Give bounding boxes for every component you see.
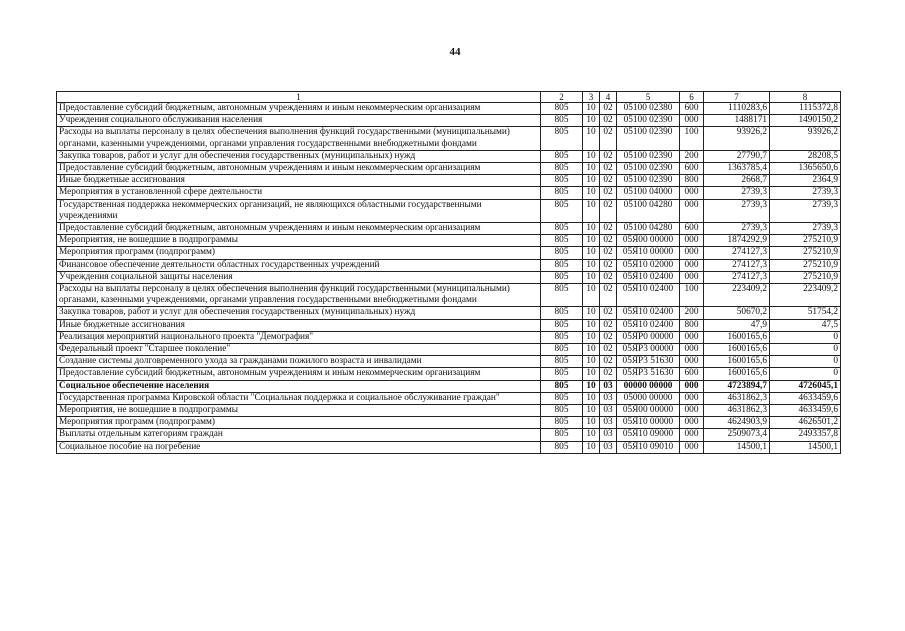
row-amount-2-cell: 275210,9 <box>770 259 841 271</box>
row-subsection-cell: 03 <box>600 392 617 404</box>
table-row <box>57 284 841 307</box>
row-code-cell: 805 <box>541 103 583 115</box>
row-name-cell: Мероприятия в установленной сфере деятельности <box>57 187 541 199</box>
row-name-cell: Предоставление субсидий бюджетным, автономным учреждениям и иным некоммерческим организациям <box>57 103 541 115</box>
table-row <box>57 223 841 235</box>
row-subsection-cell: 02 <box>600 103 617 115</box>
row-name-cell: Учреждения социальной защиты населения <box>57 271 541 283</box>
row-amount-1-cell: 2509073,4 <box>704 429 770 441</box>
row-name-cell: Реализация мероприятий национального проекта "Демография" <box>57 331 541 343</box>
row-section-cell: 10 <box>583 115 600 127</box>
row-subsection-cell: 02 <box>600 284 617 307</box>
row-name-cell: Учреждения социального обслуживания населения <box>57 115 541 127</box>
row-name-cell: Закупка товаров, работ и услуг для обеспечения государственных (муниципальных) нужд <box>57 307 541 319</box>
row-section-cell: 10 <box>583 331 600 343</box>
table-row <box>57 163 841 175</box>
row-amount-1-cell: 14500,1 <box>704 441 770 453</box>
row-section-cell: 10 <box>583 175 600 187</box>
row-subsection-cell: 02 <box>600 150 617 162</box>
row-name-cell: Расходы на выплаты персоналу в целях обеспечения выполнения функций государственными (муниципальными) органами, казенными учреждениями, органами управления государственными внебюджетными фондами <box>57 127 541 150</box>
row-section-cell: 10 <box>583 187 600 199</box>
row-subsection-cell: 02 <box>600 127 617 150</box>
row-section-cell: 10 <box>583 271 600 283</box>
row-amount-2-cell: 47,5 <box>770 319 841 331</box>
row-amount-2-cell: 2364,9 <box>770 175 841 187</box>
row-section-cell: 10 <box>583 392 600 404</box>
row-amount-1-cell: 223409,2 <box>704 284 770 307</box>
row-article-cell: 05ЯР3 00000 <box>617 344 680 356</box>
table-row <box>57 441 841 453</box>
row-amount-2-cell: 2739,3 <box>770 223 841 235</box>
row-subsection-cell: 02 <box>600 319 617 331</box>
row-subsection-cell: 02 <box>600 199 617 222</box>
row-name-cell: Государственная поддержка некоммерческих организаций, не являющихся областными государственными учреждениями <box>57 199 541 222</box>
table-row <box>57 115 841 127</box>
row-code-cell: 805 <box>541 356 583 368</box>
row-amount-2-cell: 2493357,8 <box>770 429 841 441</box>
table-row <box>57 380 841 392</box>
row-article-cell: 05100 04000 <box>617 187 680 199</box>
table-row <box>57 187 841 199</box>
header-row <box>57 92 841 103</box>
row-type-cell: 000 <box>680 441 704 453</box>
row-name-cell: Иные бюджетные ассигнования <box>57 175 541 187</box>
row-article-cell: 05Я10 00000 <box>617 247 680 259</box>
row-section-cell: 10 <box>583 199 600 222</box>
table-row <box>57 175 841 187</box>
row-type-cell: 000 <box>680 247 704 259</box>
row-name-cell: Предоставление субсидий бюджетным, автономным учреждениям и иным некоммерческим организациям <box>57 163 541 175</box>
row-type-cell: 000 <box>680 405 704 417</box>
row-section-cell: 10 <box>583 307 600 319</box>
row-code-cell: 805 <box>541 344 583 356</box>
row-amount-1-cell: 47,9 <box>704 319 770 331</box>
row-article-cell: 05Я10 02400 <box>617 271 680 283</box>
row-article-cell: 00000 00000 <box>617 380 680 392</box>
row-name-cell: Государственная программа Кировской области "Социальная поддержка и социальное обслуживание граждан" <box>57 392 541 404</box>
row-amount-2-cell: 4626501,2 <box>770 417 841 429</box>
row-subsection-cell: 02 <box>600 235 617 247</box>
row-type-cell: 600 <box>680 163 704 175</box>
row-subsection-cell: 02 <box>600 331 617 343</box>
column-header: 5 <box>617 92 680 103</box>
row-code-cell: 805 <box>541 187 583 199</box>
row-amount-2-cell: 275210,9 <box>770 235 841 247</box>
row-type-cell: 800 <box>680 175 704 187</box>
row-code-cell: 805 <box>541 380 583 392</box>
row-amount-2-cell: 1490150,2 <box>770 115 841 127</box>
row-code-cell: 805 <box>541 405 583 417</box>
row-amount-2-cell: 0 <box>770 356 841 368</box>
row-type-cell: 600 <box>680 223 704 235</box>
row-amount-1-cell: 274127,3 <box>704 247 770 259</box>
row-article-cell: 05100 02390 <box>617 127 680 150</box>
row-amount-1-cell: 274127,3 <box>704 259 770 271</box>
row-article-cell: 05100 02390 <box>617 163 680 175</box>
row-code-cell: 805 <box>541 247 583 259</box>
row-type-cell: 100 <box>680 127 704 150</box>
row-amount-1-cell: 1600165,6 <box>704 331 770 343</box>
row-type-cell: 000 <box>680 235 704 247</box>
row-amount-1-cell: 50670,2 <box>704 307 770 319</box>
row-amount-2-cell: 2739,3 <box>770 199 841 222</box>
row-subsection-cell: 03 <box>600 441 617 453</box>
row-amount-2-cell: 4726045,1 <box>770 380 841 392</box>
row-section-cell: 10 <box>583 127 600 150</box>
row-name-cell: Предоставление субсидий бюджетным, автономным учреждениям и иным некоммерческим организациям <box>57 368 541 380</box>
row-section-cell: 10 <box>583 441 600 453</box>
row-type-cell: 000 <box>680 356 704 368</box>
row-name-cell: Финансовое обеспечение деятельности областных государственных учреждений <box>57 259 541 271</box>
row-subsection-cell: 03 <box>600 429 617 441</box>
column-header: 2 <box>541 92 583 103</box>
table-body <box>57 103 841 454</box>
row-amount-1-cell: 1488171 <box>704 115 770 127</box>
row-section-cell: 10 <box>583 223 600 235</box>
row-name-cell: Федеральный проект "Старшее поколение" <box>57 344 541 356</box>
row-amount-1-cell: 1363785,4 <box>704 163 770 175</box>
row-subsection-cell: 02 <box>600 175 617 187</box>
row-type-cell: 000 <box>680 331 704 343</box>
row-code-cell: 805 <box>541 223 583 235</box>
row-subsection-cell: 02 <box>600 368 617 380</box>
row-code-cell: 805 <box>541 235 583 247</box>
table-row <box>57 307 841 319</box>
row-amount-1-cell: 2739,3 <box>704 187 770 199</box>
row-section-cell: 10 <box>583 429 600 441</box>
row-code-cell: 805 <box>541 150 583 162</box>
row-subsection-cell: 02 <box>600 271 617 283</box>
row-name-cell: Закупка товаров, работ и услуг для обеспечения государственных (муниципальных) нужд <box>57 150 541 162</box>
row-article-cell: 05100 02390 <box>617 150 680 162</box>
row-article-cell: 05Я00 00000 <box>617 235 680 247</box>
row-code-cell: 805 <box>541 429 583 441</box>
row-amount-2-cell: 0 <box>770 331 841 343</box>
row-amount-1-cell: 1600165,6 <box>704 356 770 368</box>
row-subsection-cell: 02 <box>600 115 617 127</box>
row-name-cell: Социальное обеспечение населения <box>57 380 541 392</box>
row-amount-1-cell: 4624903,9 <box>704 417 770 429</box>
table-row <box>57 356 841 368</box>
row-amount-1-cell: 1110283,6 <box>704 103 770 115</box>
table-row <box>57 392 841 404</box>
row-type-cell: 000 <box>680 429 704 441</box>
row-name-cell: Мероприятия, не вошедшие в подпрограммы <box>57 235 541 247</box>
row-subsection-cell: 03 <box>600 417 617 429</box>
table-row <box>57 429 841 441</box>
row-article-cell: 05Я10 00000 <box>617 417 680 429</box>
row-section-cell: 10 <box>583 417 600 429</box>
row-amount-2-cell: 93926,2 <box>770 127 841 150</box>
row-article-cell: 05Я10 09010 <box>617 441 680 453</box>
row-code-cell: 805 <box>541 368 583 380</box>
row-code-cell: 805 <box>541 284 583 307</box>
table-row <box>57 259 841 271</box>
row-section-cell: 10 <box>583 344 600 356</box>
row-code-cell: 805 <box>541 307 583 319</box>
row-type-cell: 600 <box>680 103 704 115</box>
row-section-cell: 10 <box>583 150 600 162</box>
row-amount-1-cell: 2668,7 <box>704 175 770 187</box>
table-row <box>57 199 841 222</box>
row-section-cell: 10 <box>583 284 600 307</box>
row-code-cell: 805 <box>541 271 583 283</box>
table-row <box>57 271 841 283</box>
row-amount-2-cell: 223409,2 <box>770 284 841 307</box>
row-type-cell: 000 <box>680 187 704 199</box>
row-type-cell: 000 <box>680 271 704 283</box>
table-row <box>57 319 841 331</box>
row-type-cell: 000 <box>680 417 704 429</box>
row-type-cell: 200 <box>680 150 704 162</box>
column-header: 7 <box>704 92 770 103</box>
table-row <box>57 344 841 356</box>
table-row <box>57 103 841 115</box>
row-type-cell: 000 <box>680 380 704 392</box>
row-amount-1-cell: 274127,3 <box>704 271 770 283</box>
row-name-cell: Иные бюджетные ассигнования <box>57 319 541 331</box>
page-number: 44 <box>449 46 461 58</box>
row-amount-1-cell: 27790,7 <box>704 150 770 162</box>
column-header: 4 <box>600 92 617 103</box>
table-row <box>57 417 841 429</box>
row-section-cell: 10 <box>583 235 600 247</box>
row-amount-2-cell: 28208,5 <box>770 150 841 162</box>
row-amount-2-cell: 14500,1 <box>770 441 841 453</box>
row-article-cell: 05100 04280 <box>617 223 680 235</box>
row-article-cell: 05Я00 00000 <box>617 405 680 417</box>
row-section-cell: 10 <box>583 319 600 331</box>
row-subsection-cell: 02 <box>600 259 617 271</box>
row-amount-2-cell: 1365650,6 <box>770 163 841 175</box>
row-section-cell: 10 <box>583 405 600 417</box>
table-row <box>57 127 841 150</box>
row-code-cell: 805 <box>541 199 583 222</box>
row-amount-1-cell: 1874292,9 <box>704 235 770 247</box>
column-header: 3 <box>583 92 600 103</box>
row-type-cell: 800 <box>680 319 704 331</box>
row-type-cell: 000 <box>680 344 704 356</box>
row-article-cell: 05100 02390 <box>617 175 680 187</box>
table-row <box>57 331 841 343</box>
row-code-cell: 805 <box>541 319 583 331</box>
row-code-cell: 805 <box>541 163 583 175</box>
row-amount-1-cell: 2739,3 <box>704 199 770 222</box>
row-section-cell: 10 <box>583 356 600 368</box>
row-amount-1-cell: 4631862,3 <box>704 392 770 404</box>
row-amount-1-cell: 93926,2 <box>704 127 770 150</box>
row-amount-1-cell: 4631862,3 <box>704 405 770 417</box>
row-article-cell: 05Я10 02400 <box>617 319 680 331</box>
row-code-cell: 805 <box>541 259 583 271</box>
row-code-cell: 805 <box>541 417 583 429</box>
row-code-cell: 805 <box>541 175 583 187</box>
row-article-cell: 05100 04280 <box>617 199 680 222</box>
row-amount-2-cell: 1115372,8 <box>770 103 841 115</box>
row-name-cell: Предоставление субсидий бюджетным, автономным учреждениям и иным некоммерческим организациям <box>57 223 541 235</box>
row-section-cell: 10 <box>583 259 600 271</box>
row-name-cell: Расходы на выплаты персоналу в целях обеспечения выполнения функций государственными (муниципальными) органами, казенными учреждениями, органами управления государственными внебюджетными фондами <box>57 284 541 307</box>
row-code-cell: 805 <box>541 127 583 150</box>
row-section-cell: 10 <box>583 380 600 392</box>
row-amount-1-cell: 4723894,7 <box>704 380 770 392</box>
row-amount-1-cell: 1600165,6 <box>704 368 770 380</box>
row-article-cell: 05ЯР3 51630 <box>617 368 680 380</box>
table-row <box>57 235 841 247</box>
row-amount-2-cell: 2739,3 <box>770 187 841 199</box>
row-code-cell: 805 <box>541 331 583 343</box>
row-code-cell: 805 <box>541 441 583 453</box>
row-subsection-cell: 02 <box>600 223 617 235</box>
row-amount-2-cell: 4633459,6 <box>770 405 841 417</box>
row-type-cell: 600 <box>680 368 704 380</box>
row-type-cell: 000 <box>680 199 704 222</box>
row-code-cell: 805 <box>541 115 583 127</box>
column-header: 8 <box>770 92 841 103</box>
row-article-cell: 05ЯР3 51630 <box>617 356 680 368</box>
row-subsection-cell: 03 <box>600 380 617 392</box>
row-name-cell: Мероприятия программ (подпрограмм) <box>57 417 541 429</box>
row-section-cell: 10 <box>583 163 600 175</box>
column-header: 6 <box>680 92 704 103</box>
row-amount-1-cell: 1600165,6 <box>704 344 770 356</box>
column-header: 1 <box>57 92 541 103</box>
row-article-cell: 05Я10 02000 <box>617 259 680 271</box>
table-row <box>57 150 841 162</box>
row-article-cell: 05100 02390 <box>617 115 680 127</box>
row-subsection-cell: 02 <box>600 247 617 259</box>
row-article-cell: 05Я10 09000 <box>617 429 680 441</box>
row-article-cell: 05100 02380 <box>617 103 680 115</box>
row-section-cell: 10 <box>583 103 600 115</box>
row-amount-2-cell: 4633459,6 <box>770 392 841 404</box>
row-subsection-cell: 02 <box>600 163 617 175</box>
row-article-cell: 05000 00000 <box>617 392 680 404</box>
row-subsection-cell: 03 <box>600 405 617 417</box>
row-name-cell: Выплаты отдельным категориям граждан <box>57 429 541 441</box>
row-amount-2-cell: 275210,9 <box>770 271 841 283</box>
row-article-cell: 05ЯР0 00000 <box>617 331 680 343</box>
row-subsection-cell: 02 <box>600 356 617 368</box>
row-section-cell: 10 <box>583 247 600 259</box>
row-amount-2-cell: 0 <box>770 344 841 356</box>
row-name-cell: Создание системы долговременного ухода за гражданами пожилого возраста и инвалидами <box>57 356 541 368</box>
row-amount-2-cell: 51754,2 <box>770 307 841 319</box>
row-type-cell: 000 <box>680 115 704 127</box>
row-section-cell: 10 <box>583 368 600 380</box>
row-subsection-cell: 02 <box>600 344 617 356</box>
budget-table <box>56 91 841 454</box>
row-amount-2-cell: 0 <box>770 368 841 380</box>
row-type-cell: 100 <box>680 284 704 307</box>
table-row <box>57 247 841 259</box>
table-row <box>57 405 841 417</box>
row-code-cell: 805 <box>541 392 583 404</box>
row-article-cell: 05Я10 02400 <box>617 284 680 307</box>
row-name-cell: Мероприятия, не вошедшие в подпрограммы <box>57 405 541 417</box>
row-name-cell: Социальное пособие на погребение <box>57 441 541 453</box>
row-type-cell: 000 <box>680 392 704 404</box>
row-type-cell: 200 <box>680 307 704 319</box>
row-subsection-cell: 02 <box>600 187 617 199</box>
row-subsection-cell: 02 <box>600 307 617 319</box>
table-row <box>57 368 841 380</box>
row-type-cell: 000 <box>680 259 704 271</box>
row-amount-2-cell: 275210,9 <box>770 247 841 259</box>
row-article-cell: 05Я10 02400 <box>617 307 680 319</box>
row-name-cell: Мероприятия программ (подпрограмм) <box>57 247 541 259</box>
row-amount-1-cell: 2739,3 <box>704 223 770 235</box>
